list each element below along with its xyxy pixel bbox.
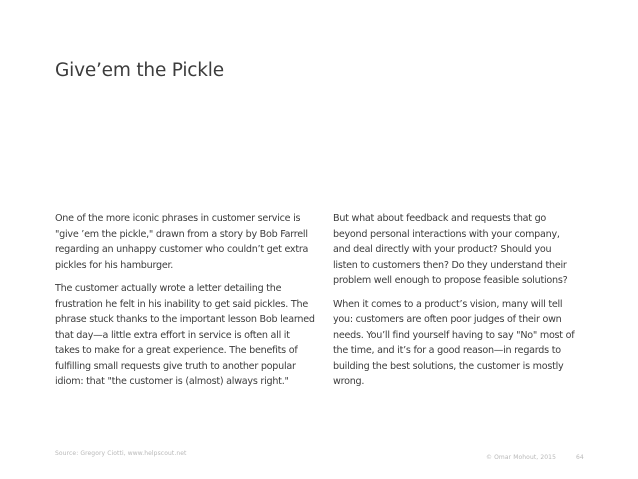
left-paragraph-2: The customer actually wrote a letter detailing the frustration he felt in his inability to get said pickles. The phrase stuck thanks to the important lesson Bob learned that day—a little extra effort in service is often all it takes to make for a great experience. The benefits of fulfilling small requests give truth to another popular idiom: that "the customer is (almost) always right." xyxy=(55,283,315,387)
page-number: 64 xyxy=(576,454,584,461)
right-paragraph-1: But what about feedback and requests that go beyond personal interactions with your company, and deal directly with your product? Should you listen to customers then? Do they understand their problem well enough to propose feasible solutions? xyxy=(333,213,568,286)
footer-source: Source: Gregory Ciotti, www.helpscout.net xyxy=(55,450,187,457)
right-text-column xyxy=(333,211,578,398)
right-paragraph-2: When it comes to a product’s vision, many will tell you: customers are often poor judges of their own needs. You’ll find yourself having to say "No" most of the time, and it’s for a good reason—in regards to building the best solutions, the customer is mostly wrong. xyxy=(333,298,575,387)
left-paragraph-1: One of the more iconic phrases in customer service is "give ’em the pickle," drawn from a story by Bob Farrell regarding an unhappy customer who couldn’t get extra pickles for his hamburger. xyxy=(55,213,309,271)
slide-title: Give’em the Pickle xyxy=(55,60,224,81)
left-text-column xyxy=(55,211,315,398)
footer-copyright: © Omar Mohout, 2015 xyxy=(486,454,556,461)
